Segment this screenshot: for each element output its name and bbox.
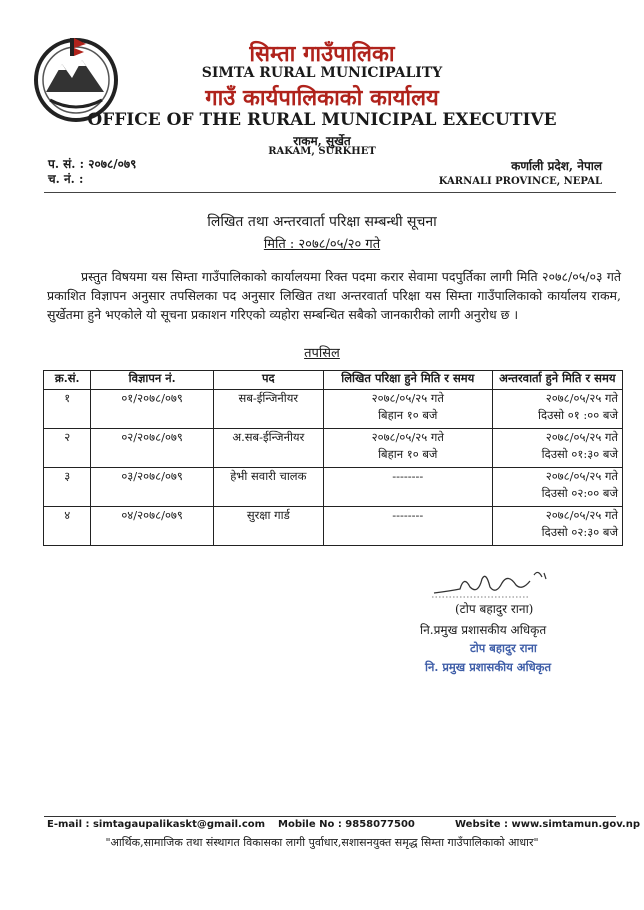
notice-body: प्रस्तुत विषयमा यस सिम्ता गाउँपालिकाको कार्यालयमा रिक्त पदमा करार सेवामा पदपुर्तिका लागी मिति २०७८/०५/०३ गते प्रकाशित विज्ञापन अनुसार तपसिलका पद अनुसार लिखित तथा अन्तरवार्ता परिक्षा यस सिम्ता गाउँपालिकाको कार्यालय राकम, सुर्खेतमा हुने भएकोले यो सूचना प्रकाशन गरिएको व्यहोरा सम्बन्धित सबैको जानकारीको लागी अनुरोध छ ।	[47, 269, 621, 322]
location-english: RAKAM, SURKHET	[268, 146, 376, 157]
cell-serial: २	[44, 429, 91, 468]
written-time: बिहान १० बजे	[378, 447, 438, 461]
cell-written	[323, 507, 492, 546]
header-interview: अन्तरवार्ता हुने मिति र समय	[492, 371, 622, 390]
letter-number: प. सं. : २०७८/०७९	[48, 157, 137, 171]
table-row	[44, 390, 623, 429]
footer-divider	[44, 816, 616, 817]
cell-post: सुरक्षा गार्ड	[213, 507, 323, 546]
cell-ad-number: ०३/२०७८/०७९	[91, 468, 213, 507]
cell-written	[323, 390, 492, 429]
cell-serial: १	[44, 390, 91, 429]
cell-interview	[492, 390, 622, 429]
cell-post: अ.सब-ईन्जिनीयर	[213, 429, 323, 468]
cell-written	[323, 429, 492, 468]
signatory-name: (टोप बहादुर राना)	[455, 602, 534, 616]
office-name-english: OFFICE OF THE RURAL MUNICIPAL EXECUTIVE	[87, 110, 557, 130]
notice-title: लिखित तथा अन्तरवार्ता परिक्षा सम्बन्धी सूचना	[207, 214, 437, 230]
footer-motto: "आर्थिक,सामाजिक तथा संस्थागत विकासका लागी पुर्वाधार,सशासनयुक्त समृद्ध सिम्ता गाउँपालिकाको आधार"	[105, 836, 539, 849]
table-row	[44, 429, 623, 468]
cell-interview	[492, 429, 622, 468]
cell-written	[323, 468, 492, 507]
municipality-name-nepali: सिम्ता गाउँपालिका	[249, 41, 395, 67]
stamp-name: टोप बहादुर राना	[470, 641, 537, 655]
footer-website: Website : www.simtamun.gov.np	[455, 819, 640, 830]
written-time: बिहान १० बजे	[378, 408, 438, 422]
interview-time: दिउसो ०२:३० बजे	[541, 525, 618, 539]
interview-time: दिउसो ०१ :०० बजे	[538, 408, 618, 422]
handwritten-signature	[430, 565, 550, 603]
cell-interview	[492, 468, 622, 507]
interview-time: दिउसो ०२:०० बजे	[541, 486, 618, 500]
stamp-title: नि. प्रमुख प्रशासकीय अधिकृत	[425, 660, 552, 674]
interview-date: २०७८/०५/२५ गते	[545, 469, 618, 483]
interview-date: २०७८/०५/२५ गते	[545, 430, 618, 444]
footer-mobile: Mobile No : 9858077500	[278, 819, 415, 830]
schedule-table	[43, 370, 623, 546]
municipality-name-english: SIMTA RURAL MUNICIPALITY	[201, 65, 443, 81]
province-english: KARNALI PROVINCE, NEPAL	[438, 176, 602, 187]
cell-ad-number: ०२/२०७८/०७९	[91, 429, 213, 468]
cell-serial: ४	[44, 507, 91, 546]
footer-email: E-mail : simtagaupalikaskt@gmail.com	[47, 819, 266, 830]
header-serial: क्र.सं.	[44, 371, 91, 390]
interview-time: दिउसो ०१:३० बजे	[541, 447, 618, 461]
table-row	[44, 507, 623, 546]
schedule-title-text: तपसिल	[304, 346, 340, 361]
table-header-row	[44, 371, 623, 390]
office-name-nepali: गाउँ कार्यपालिकाको कार्यालय	[205, 85, 439, 111]
header-ad-number: विज्ञापन नं.	[91, 371, 213, 390]
location-nepali: राकम, सुर्खेत	[293, 134, 351, 148]
written-date: २०७८/०५/२५ गते	[371, 391, 444, 405]
cell-ad-number: ०१/२०७८/०७९	[91, 390, 213, 429]
cell-interview	[492, 507, 622, 546]
signatory-title: नि.प्रमुख प्रशासकीय अधिकृत	[420, 623, 547, 637]
header-divider	[44, 192, 616, 193]
written-date: --------	[392, 469, 424, 483]
cell-post: सब-ईन्जिनीयर	[213, 390, 323, 429]
interview-date: २०७८/०५/२५ गते	[545, 508, 618, 522]
interview-date: २०७८/०५/२५ गते	[545, 391, 618, 405]
table-row	[44, 468, 623, 507]
province-nepali: कर्णाली प्रदेश, नेपाल	[511, 159, 602, 173]
dispatch-number: च. नं. :	[48, 172, 84, 186]
notice-date-text: मिति : २०७८/०५/२० गते	[263, 237, 381, 252]
header-written-exam: लिखित परिक्षा हुने मिति र समय	[323, 371, 492, 390]
written-date: --------	[392, 508, 424, 522]
schedule-title	[0, 343, 644, 361]
cell-post: हेभी सवारी चालक	[213, 468, 323, 507]
header-post: पद	[213, 371, 323, 390]
cell-ad-number: ०४/२०७८/०७९	[91, 507, 213, 546]
notice-date	[0, 234, 644, 252]
cell-serial: ३	[44, 468, 91, 507]
written-date: २०७८/०५/२५ गते	[371, 430, 444, 444]
